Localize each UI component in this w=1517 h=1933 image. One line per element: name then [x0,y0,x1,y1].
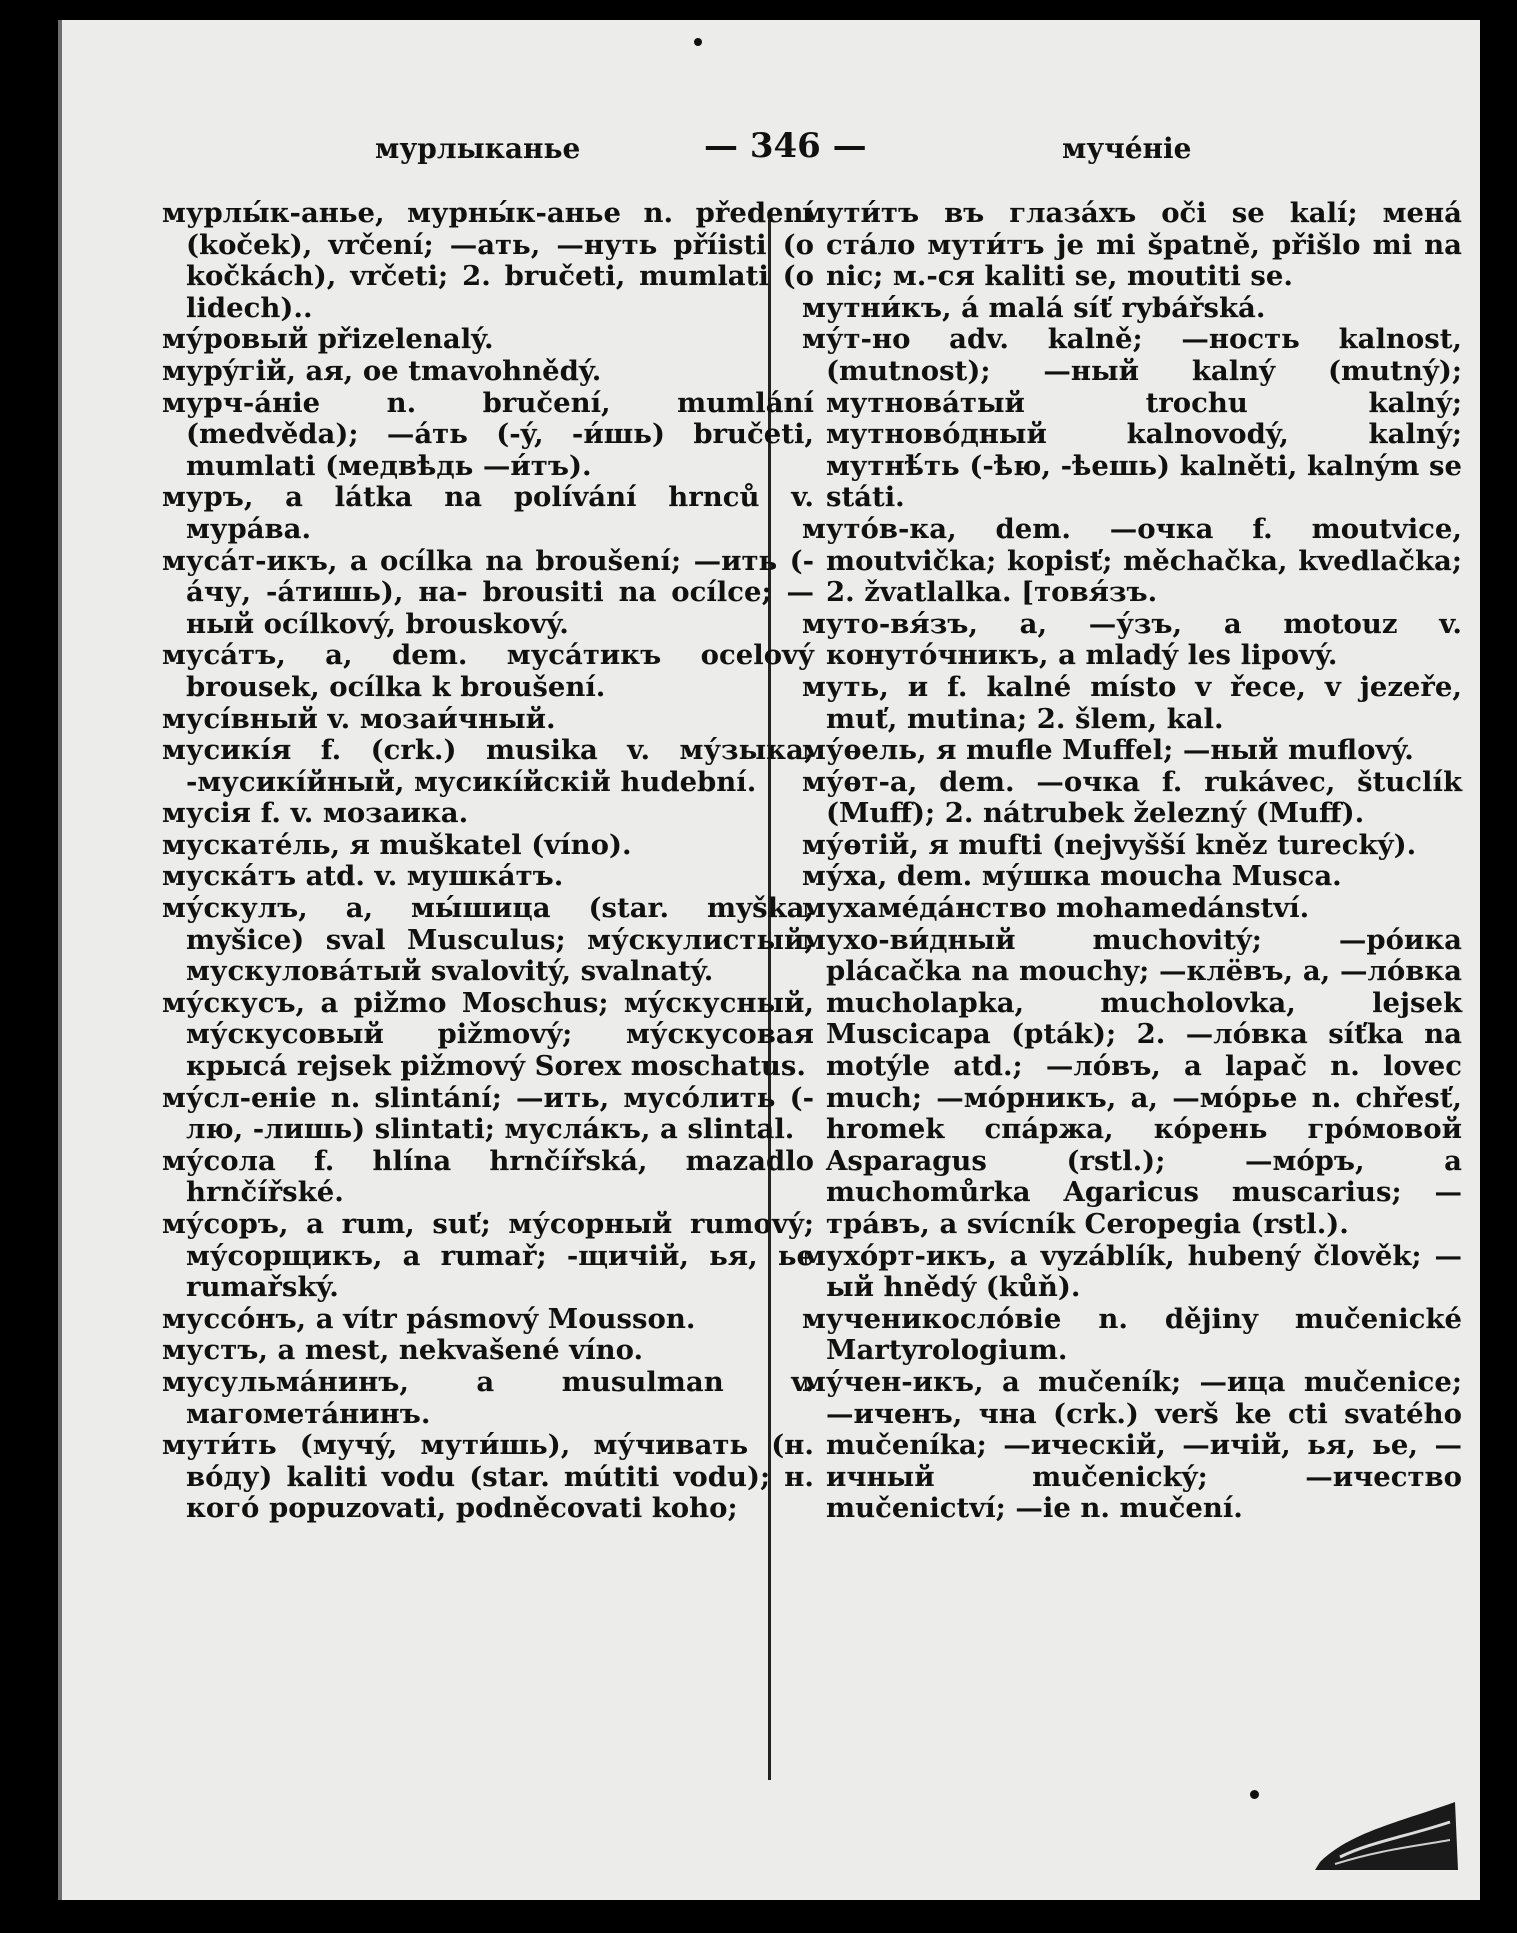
corner-smudge [1310,1792,1460,1872]
entry: муръ, а látka na polívání hrnců v. мурáва. [162,481,814,545]
entry: мухóрт-икъ, а vyzáblík, hubený člověk; —ый hnědý (kůň). [802,1239,1462,1304]
entry: муто-вя́зъ, а, —у́зъ, а motouz v. конутóчникъ, а mladý les lipový. [802,607,1462,672]
entry: му́ѳт-а, dem. —очка f. rukávec, štuclík (Muff); 2. nátrubek železný (Muff). [802,765,1462,830]
entry: мурлы́к-анье, мурны́к-анье n. předení (koček), vrčení; —ать, —нуть příisti (o kočkách), vrčeti; 2. bručeti, mumlati (o lidech).. [162,197,814,324]
page-header [62,126,1480,182]
entry: мусульмáнинъ, а musulman v. магометáнинъ. [162,1365,814,1430]
entry: мурýгій, ая, ое tmavohnědý. [162,354,602,387]
entry: му́ѳтій, я mufti (nejvyšší kněz turecký). [802,828,1417,861]
ink-speck [1250,1790,1259,1799]
entry: му́сл-еніе n. slintání; —ить, мусóлить (-лю, -лишь) slintati; муслáкъ, а slintal. [162,1081,814,1146]
header-right-word: мучéніе [1062,132,1192,165]
entry: мухаме́дáнство mohamedánství. [802,892,1310,925]
entry: муска́тъ atd. v. мушка́тъ. [162,860,564,893]
entry: муссóнъ, а vítr pásmový Mousson. [162,1302,696,1335]
entry: мустъ, а mest, nekvašené víno. [162,1334,644,1367]
entry: му́соръ, а rum, suť; му́сорный rumový; му́сорщикъ, а rumař; -щичій, ья, ье rumařský. [162,1208,814,1304]
entry: му́скулъ, а, мы́шица (star. myška, myšice) sval Musculus; му́скулистый, мускуловáтый svalovitý, svalnatý. [162,892,814,988]
entry: мученикослóвіе n. dějiny mučenické Martyrologium. [802,1302,1462,1367]
entry: мухо-ви́дный muchovitý; —рóика plácačka na mouchy; —клёвъ, а, —лóвка mucholapka, mucholovka, lejsek Muscicapa (pták); 2. —лóвка síťka na motýle atd.; —лóвъ, а lapač n. lovec much; —мóрникъ, а, —мóрье n. chřesť, hromek спáржа, кóрень грóмовой Asparagus (rstl.); —мóръ, а muchomůrka Agaricus muscarius; —трáвъ, а svícník Ceropegia (rstl.). [802,923,1462,1240]
entry: мути́тъ въ глазáхъ oči se kalí; менá стáло мути́тъ je mi špatně, přišlo mi na nic; м.-ся kaliti se, moutiti se. [802,197,1462,293]
dictionary-page [58,20,1480,1900]
entry: му́ровый přizelenalý. [162,323,494,356]
entry: мусикíя f. (crk.) musika v. му́зыка; -мусикíйный, мусикíйскій hudební. [162,734,814,798]
left-column [162,198,814,1525]
entry: мути́ть (мучý, мути́шь), му́чивать (н. вóду) kaliti vodu (star. mútiti vodu); н. когó popuzovati, podněcovati koho; [162,1429,814,1525]
entry: му́скусъ, а pižmo Moschus; му́скусный, му́скусовый pižmový; му́скусовая крысá rejsek pižmový Sorex moschatus. [162,986,814,1083]
entry: мусíвный v. мозаи́чный. [162,702,556,735]
entry: мусія f. v. мозаика. [162,797,469,830]
entry: му́сола f. hlína hrnčířská, mazadlo hrnčířské. [162,1144,814,1209]
header-left-word: мурлыканье [375,132,581,165]
page-number: — 346 — [704,126,867,166]
entry: му́ѳель, я mufle Muffel; —ный muflový. [802,734,1414,767]
entry: мусáтъ, а, dem. мусáтикъ ocelový brousek, ocílka k broušení. [162,639,814,703]
entry: мутни́къ, á malá síť rybářská. [802,291,1266,324]
entry: мутóв-ка, dem. —очка f. moutvice, moutvička; kopisť; měchačka, kvedlačka; 2. žvatlalka. [товя́зъ. [802,512,1462,609]
entry: му́чен-икъ, а mučeník; —ица mučenice; —иченъ, чна (crk.) verš ke cti svatého mučeníka; —ическій, —ичій, ья, ье, —ичный mučenický; —ичество mučenictví; —іе n. mučení. [802,1365,1462,1525]
entry: му́т-но adv. kalně; —ность kalnost, (mutnost); —ный kalný (mutný); мутновáтый trochu kalný; мутновóдный kalnovodý, kalný; мутнѣ́ть (-ѣю, -ѣешь) kalněti, kalným se státi. [802,323,1462,514]
entry: мускатéль, я muškatel (víno). [162,828,632,861]
entry: муть, и f. kalné místo v řece, v jezeře, muť, mutina; 2. šlem, kal. [802,670,1462,735]
entry: му́ха, dem. му́шка moucha Musca. [802,860,1342,893]
right-column [802,198,1462,1525]
ink-speck [694,38,702,46]
entry: мурч-áніе n. bručení, mumlání (medvěda); —áть (-ý, -и́шь) bručeti, mumlati (медвѣдь —и́тъ). [162,386,814,482]
entry: мусáт-икъ, а ocílka na broušení; —ить (-áчу, -áтишь), на- brousiti na ocílce; —ный ocílkový, brouskový. [162,544,814,640]
